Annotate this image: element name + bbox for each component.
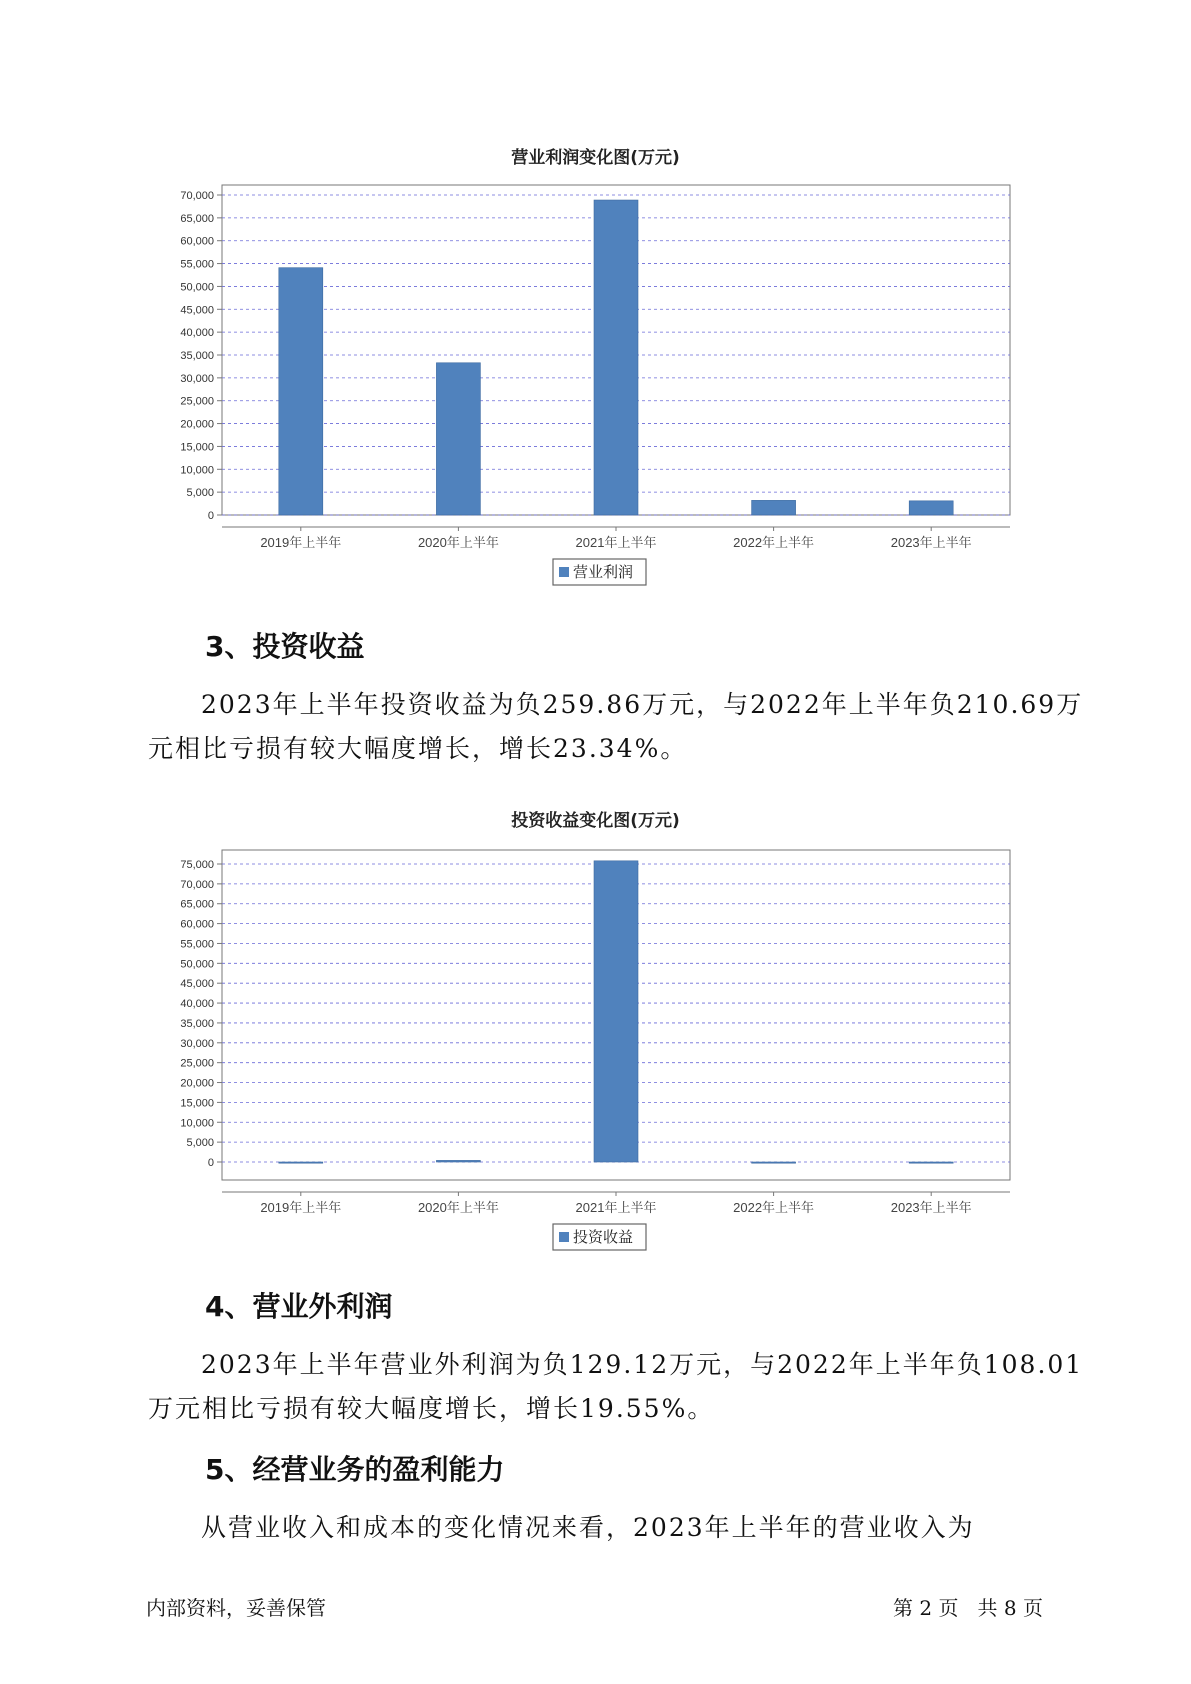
y-tick-label: 75,000 <box>180 859 214 871</box>
chart2-title: 投资收益变化图(万元) <box>511 811 680 831</box>
y-tick-label: 45,000 <box>180 304 214 317</box>
x-tick-label: 2022年上半年 <box>733 535 815 550</box>
y-tick-label: 40,000 <box>180 327 214 340</box>
y-tick-label: 65,000 <box>180 898 214 911</box>
y-tick-label: 60,000 <box>180 235 214 248</box>
x-tick-label: 2020年上半年 <box>417 1200 499 1215</box>
bar-4 <box>752 1162 796 1163</box>
y-tick-label: 0 <box>207 1157 214 1169</box>
y-tick-label: 0 <box>207 510 214 522</box>
y-tick-label: 50,000 <box>180 958 214 971</box>
x-tick-label: 2021年上半年 <box>575 1200 657 1215</box>
legend-swatch <box>559 1232 569 1242</box>
bar-4 <box>752 500 796 515</box>
y-tick-label: 50,000 <box>180 281 214 294</box>
y-tick-label: 55,000 <box>180 938 214 951</box>
bar-2 <box>436 1160 480 1162</box>
section5-line-1: 从营业收入和成本的变化情况来看，2023年上半年的营业收入为 <box>201 1513 975 1542</box>
bar-5 <box>909 501 953 515</box>
investment-income-chart <box>0 835 1191 1255</box>
footer-page-number: 第 2 页 共 8 页 <box>893 1596 1043 1620</box>
section5-heading: 5、经营业务的盈利能力 <box>205 1453 505 1486</box>
section3-line-1: 2023年上半年投资收益为负259.86万元，与2022年上半年负210.69万 <box>201 690 1084 719</box>
y-tick-label: 5,000 <box>186 487 214 500</box>
y-tick-label: 35,000 <box>180 1017 214 1030</box>
chart1-title: 营业利润变化图(万元) <box>511 148 680 168</box>
bar-1 <box>279 268 323 515</box>
y-tick-label: 30,000 <box>180 372 214 385</box>
footer-left: 内部资料，妥善保管 <box>146 1596 326 1620</box>
legend-swatch <box>559 567 569 577</box>
y-tick-label: 20,000 <box>180 418 214 431</box>
y-tick-label: 25,000 <box>180 395 214 408</box>
legend-label: 投资收益 <box>573 1229 634 1246</box>
section3-line-2: 元相比亏损有较大幅度增长，增长23.34%。 <box>148 734 688 763</box>
legend-label: 营业利润 <box>573 564 634 581</box>
section4-line-2: 万元相比亏损有较大幅度增长，增长19.55%。 <box>148 1394 715 1423</box>
x-tick-label: 2022年上半年 <box>733 1200 815 1215</box>
x-tick-label: 2021年上半年 <box>575 535 657 550</box>
section4-paragraph <box>148 1343 1084 1431</box>
bar-1 <box>279 1162 323 1163</box>
section4-line-1: 2023年上半年营业外利润为负129.12万元，与2022年上半年负108.01 <box>201 1350 1084 1379</box>
bar-5 <box>909 1162 953 1163</box>
y-tick-label: 40,000 <box>180 998 214 1011</box>
y-tick-label: 30,000 <box>180 1037 214 1050</box>
x-tick-label: 2019年上半年 <box>260 1200 342 1215</box>
x-tick-label: 2019年上半年 <box>260 535 342 550</box>
bar-2 <box>436 363 480 515</box>
y-tick-label: 70,000 <box>180 878 214 891</box>
section3-paragraph <box>148 683 1084 771</box>
y-tick-label: 5,000 <box>186 1137 214 1150</box>
y-tick-label: 10,000 <box>180 1117 214 1130</box>
y-tick-label: 15,000 <box>180 1097 214 1110</box>
y-tick-label: 45,000 <box>180 978 214 991</box>
section5-paragraph <box>148 1506 1048 1550</box>
operating-profit-chart <box>0 170 1191 590</box>
x-tick-label: 2023年上半年 <box>890 535 972 550</box>
section3-heading: 3、投资收益 <box>205 630 365 663</box>
bar-3 <box>594 861 638 1162</box>
bar-3 <box>594 200 638 515</box>
y-tick-label: 25,000 <box>180 1057 214 1070</box>
y-tick-label: 10,000 <box>180 464 214 477</box>
y-tick-label: 15,000 <box>180 441 214 454</box>
y-tick-label: 65,000 <box>180 212 214 225</box>
y-tick-label: 55,000 <box>180 258 214 271</box>
y-tick-label: 20,000 <box>180 1077 214 1090</box>
y-tick-label: 35,000 <box>180 350 214 362</box>
x-tick-label: 2023年上半年 <box>890 1200 972 1215</box>
y-tick-label: 60,000 <box>180 918 214 931</box>
x-tick-label: 2020年上半年 <box>417 535 499 550</box>
section4-heading: 4、营业外利润 <box>205 1290 393 1323</box>
y-tick-label: 70,000 <box>180 190 214 202</box>
